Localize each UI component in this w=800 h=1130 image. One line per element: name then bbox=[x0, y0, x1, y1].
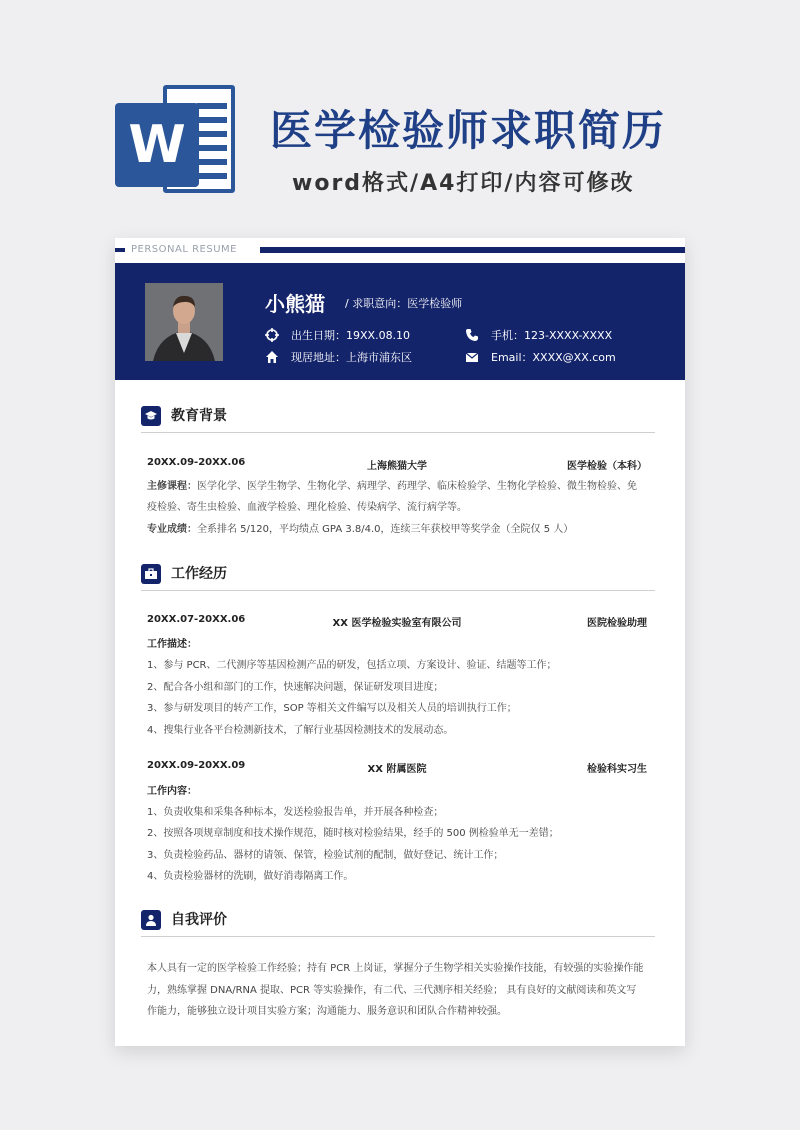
job-intent: / 求职意向：医学检验师 bbox=[345, 297, 463, 310]
job-date: 20XX.07-20XX.06 bbox=[147, 614, 246, 625]
decor-bar-left bbox=[115, 248, 125, 252]
job-role: 医院检验助理 bbox=[587, 618, 647, 629]
education-title: 教育背景 bbox=[171, 408, 227, 424]
job-duty: 3、参与研发项目的转产工作，SOP 等相关文件编写以及相关人员的培训执行工作； bbox=[147, 703, 517, 714]
self-eval-line: 作能力，能够独立设计项目实验方案；沟通能力、服务意识和团队合作精神较强。 bbox=[147, 1006, 507, 1017]
promo-banner bbox=[0, 0, 800, 230]
decor-bar-right bbox=[260, 247, 685, 253]
courses-label: 主修课程： bbox=[147, 481, 197, 492]
courses-line-2: 疫检验、寄生虫检验、血液学检验、理化检验、传染病学、流行病学等。 bbox=[147, 502, 467, 513]
work-title: 工作经历 bbox=[171, 566, 227, 582]
birth-date-text: 出生日期：19XX.08.10 bbox=[291, 329, 411, 342]
education-school: 上海熊猫大学 bbox=[367, 461, 427, 472]
grades-label: 专业成绩： bbox=[147, 524, 197, 535]
personal-resume-label: PERSONAL RESUME bbox=[131, 244, 237, 255]
job-duty: 1、负责收集和采集各种标本，发送检验报告单，并开展各种检查； bbox=[147, 807, 444, 818]
job-row bbox=[147, 760, 647, 774]
resume-page bbox=[115, 238, 685, 1046]
user-icon bbox=[141, 910, 161, 930]
job-desc-label: 工作内容： bbox=[147, 786, 197, 797]
job-role: 检验科实习生 bbox=[587, 764, 647, 775]
birth-date-row bbox=[265, 327, 410, 343]
banner-title: 医学检验师求职简历 bbox=[270, 106, 667, 155]
briefcase-icon bbox=[141, 564, 161, 584]
education-row bbox=[147, 457, 647, 471]
job-duty: 4、搜集行业各平台检测新技术，了解行业基因检测技术的发展动态。 bbox=[147, 725, 454, 736]
address-row bbox=[265, 349, 412, 365]
phone-text: 手机：123-XXXX-XXXX bbox=[491, 329, 613, 342]
word-logo-icon bbox=[115, 85, 235, 195]
home-icon bbox=[265, 350, 279, 364]
word-letter: W bbox=[115, 103, 199, 187]
education-major: 医学检验（本科） bbox=[567, 461, 647, 472]
work-section-header bbox=[141, 560, 655, 591]
job-date: 20XX.09-20XX.09 bbox=[147, 760, 246, 771]
profile-photo bbox=[145, 283, 223, 361]
resume-header bbox=[115, 263, 685, 380]
banner-subtitle: word格式/A4打印/内容可修改 bbox=[292, 171, 635, 196]
grades-line: 专业成绩：全系排名 5/120，平均绩点 GPA 3.8/4.0，连续三年获校甲等奖学金（全院仅 5 人） bbox=[147, 524, 574, 535]
job-duty: 3、负责检验药品、器材的请领、保管，检验试剂的配制，做好登记、统计工作； bbox=[147, 850, 504, 861]
self-eval-line: 本人具有一定的医学检验工作经验；持有 PCR 上岗证，掌握分子生物学相关实验操作技能，有较强的实验操作能 bbox=[147, 963, 644, 974]
email-row bbox=[465, 349, 616, 365]
self-eval-section-header bbox=[141, 906, 655, 937]
envelope-icon bbox=[465, 350, 479, 364]
crosshair-icon bbox=[265, 328, 279, 342]
phone-row bbox=[465, 327, 612, 343]
job-duty: 1、参与 PCR、二代测序等基因检测产品的研发，包括立项、方案设计、验证、结题等工作； bbox=[147, 660, 557, 671]
graduation-cap-icon bbox=[141, 406, 161, 426]
address-text: 现居地址：上海市浦东区 bbox=[291, 351, 412, 364]
courses-line-1: 主修课程：医学化学、医学生物学、生物化学、病理学、药理学、临床检验学、生物化学检验、微生物检验、免 bbox=[147, 481, 637, 492]
job-duty: 4、负责检验器材的洗刷，做好消毒隔离工作。 bbox=[147, 871, 354, 882]
job-desc-label: 工作描述： bbox=[147, 639, 197, 650]
email-text: Email：XXXX@XX.com bbox=[491, 351, 616, 364]
job-duty: 2、配合各小组和部门的工作，快速解决问题，保证研发项目进度； bbox=[147, 682, 444, 693]
candidate-name: 小熊猫 bbox=[265, 292, 325, 316]
job-duty: 2、按照各项规章制度和技术操作规范，随时核对检验结果，经手的 500 例检验单无一差错； bbox=[147, 828, 559, 839]
phone-icon bbox=[465, 328, 479, 342]
education-section-header bbox=[141, 402, 655, 433]
job-company: XX 附属医院 bbox=[367, 764, 427, 775]
job-company: XX 医学检验实验室有限公司 bbox=[332, 618, 462, 629]
self-eval-title: 自我评价 bbox=[171, 912, 227, 928]
job-row bbox=[147, 614, 647, 628]
education-date: 20XX.09-20XX.06 bbox=[147, 457, 246, 468]
self-eval-line: 力，熟练掌握 DNA/RNA 提取、PCR 等实验操作，有二代、三代测序相关经验； 具有良好的文献阅读和英文写 bbox=[147, 985, 637, 996]
